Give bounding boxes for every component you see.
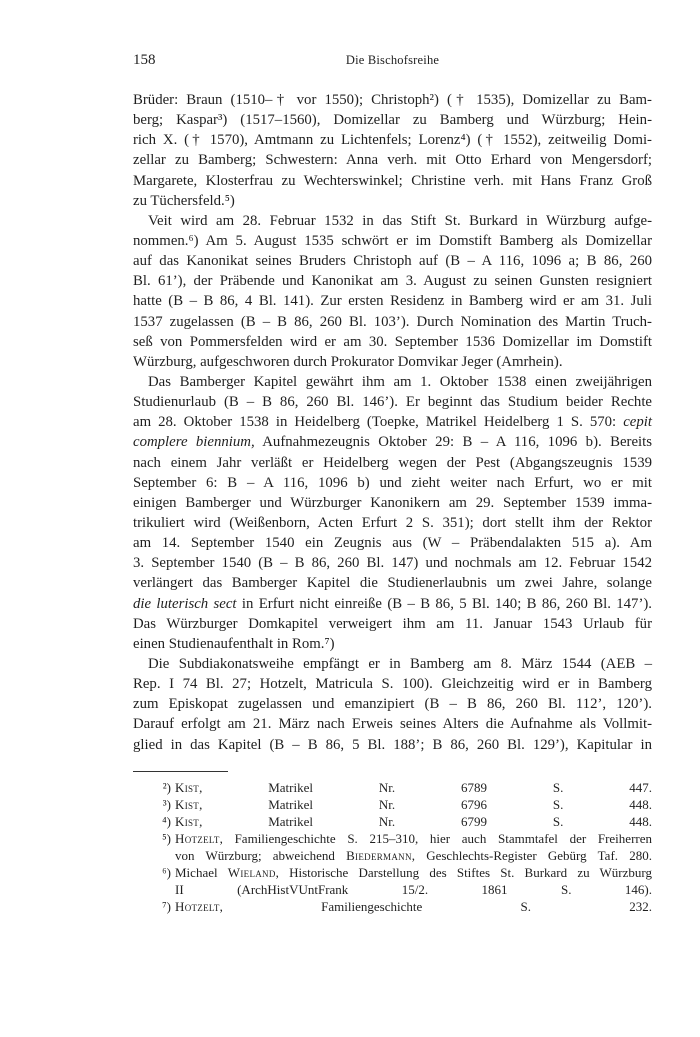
text-line [133,392,652,412]
paragraph-admission [133,211,652,372]
text-line [133,493,652,513]
author-name-small-caps: Hotzelt [175,831,220,846]
text-line [133,130,652,150]
text-run: Die Subdiakonatsweihe empfängt er in Bamberg am 8. März 1544 (AEB – [148,655,652,672]
text-line [133,453,652,473]
text-run: 1537 zugelassen (B – B 86, 260 Bl. 103’). Durch Nomination des Martin Truch- [133,313,652,330]
text-line [133,654,652,674]
text-line [133,594,652,614]
paragraph-studies [133,372,652,654]
italic-quotation: cepit [623,414,652,431]
text-run: Studienurlaub (B – B 86, 260 Bl. 146’). Er beginnt das Studium beider Rechte [133,394,652,411]
running-title: Die Bischofsreihe [345,53,440,67]
text-line [175,881,652,898]
text-line [133,513,652,533]
text-run: einigen Bamberger und Würzburger Kanonikern am 29. September 1539 imma- [133,494,652,511]
text-line [133,714,652,734]
footnote-5 [133,830,652,864]
text-line [133,432,652,452]
text-run: September 6: B – A 116, 1096 b) und zieht weiter nach Erfurt, wo er mit [133,474,652,491]
paragraph-ordination [133,654,652,755]
author-name-small-caps: Kist [175,814,200,829]
text-line [175,796,652,813]
footnote-2 [133,779,652,796]
text-run: am 28. Oktober 1538 in Heidelberg (Toepke, Matrikel Heidelberg 1 S. 570: [133,414,624,431]
text-run: von Würzburg; abweichend [175,848,347,863]
text-run: Brüder: Braun (1510–† vor 1550); Christoph²) († 1535), Domizellar zu Bam- [133,92,652,108]
text-run: Veit wird am 28. Februar 1532 in das Stift St. Burkard in Würzburg aufge- [148,212,652,229]
text-run: trikuliert wird (Weißenborn, Acten Erfurt 2 S. 351); dort stellt ihm der Rektor [133,514,652,531]
text-run: , Familiengeschichte S. 232. [219,899,652,914]
text-run: glied in das Kapitel (B – B 86, 5 Bl. 188’; B 86, 260 Bl. 129’), Kapitular in [133,736,652,753]
footnote-marker: ²) [162,780,171,795]
author-name-small-caps: Kist [175,780,200,795]
text-line [133,573,652,593]
text-run: berg; Kaspar³) (1517–1560), Domizellar zu Bamberg und Würzburg; Hein- [133,112,652,129]
text-run: , Historische Darstellung des Stiftes St. Burkard zu Würzburg [275,865,652,880]
text-run: Margarete, Klosterfrau zu Wechterswinkel; Christine verh. mit Hans Franz Groß [133,172,652,189]
footnote-marker: ⁴) [162,814,171,829]
footnote-text [175,796,652,813]
text-line [133,553,652,573]
text-line [133,90,652,110]
text-run: , Geschlechts-Register Gebürg Taf. 280. [411,848,652,863]
footnote-text [175,864,652,898]
text-run: hatte (B – B 86, 4 Bl. 141). Zur ersten Residenz in Bamberg wird er am 31. Juli [133,293,652,310]
footnote-6 [133,864,652,898]
footnote-marker: ³) [162,797,171,812]
text-line [133,251,652,271]
text-run: rich X. († 1570), Amtmann zu Lichtenfels; Lorenz⁴) († 1552), zeitweilig Domi- [133,132,652,149]
text-line [133,171,652,191]
text-run: Würzburg, aufgeschworen durch Prokurator Domvikar Jeger (Amrhein). [133,353,563,370]
text-line [175,830,652,847]
italic-quotation: die luterisch sect [133,595,237,612]
body-text [133,90,652,755]
footnote-text [175,830,652,864]
footnote-text [175,779,652,796]
footnote-4 [133,813,652,830]
author-name-small-caps: Hotzelt [175,899,220,914]
text-run: Das Bamberger Kapitel gewährt ihm am 1. Oktober 1538 einen zweijährigen [148,373,652,390]
italic-quotation: complere biennium, [133,434,255,451]
text-line [175,847,652,864]
text-run: zu Tüchersfeld.⁵) [133,192,235,209]
text-line [175,813,652,830]
text-line [133,191,652,211]
text-line [175,898,652,915]
text-line [133,332,652,352]
paragraph-siblings [133,90,652,211]
text-run: Rep. I 74 Bl. 27; Hotzelt, Matricula S. 100). Gleichzeitig wird er in Bamberg [133,676,652,693]
footnote-marker: ⁵) [162,831,171,846]
text-run: nommen.⁶) Am 5. August 1535 schwört er im Domstift Bamberg als Domizellar [133,232,652,249]
text-run: II (ArchHistVUntFrank 15/2. 1861 S. 146). [175,882,652,897]
text-line [175,864,652,881]
text-run: verlängert das Bamberger Kapitel die Studienerlaubnis um zwei Jahre, solange [133,575,652,592]
text-run: am 14. September 1540 ein Zeugnis aus (W – Präbendalakten 515 a). Am [133,535,652,552]
footnote-text [175,813,652,830]
text-run: in Erfurt nicht einreiße (B – B 86, 5 Bl. 140; B 86, 260 Bl. 147’). [236,595,652,612]
text-line [175,779,652,796]
footnote-rule [133,771,228,772]
text-line [133,412,652,432]
text-run: nach einem Jahr verläßt er Heidelberg wegen der Pest (Abgangszeugnis 1539 [133,454,652,471]
author-name-small-caps: Biedermann [346,848,412,863]
text-run: Das Würzburger Domkapitel verweigert ihm am 11. Januar 1543 Urlaub für [133,615,652,632]
text-line [133,674,652,694]
footnote-3 [133,796,652,813]
text-line [133,352,652,372]
text-run: Bl. 61’), der Präbende und Kanonikat am 3. August zu seinen Gunsten resigniert [133,273,652,290]
text-line [133,473,652,493]
footnotes [133,779,652,915]
text-run: auf das Kanonikat seines Bruders Christoph auf (B – A 116, 1096 a; B 86, 260 [133,253,652,270]
text-run: einen Studienaufenthalt in Rom.⁷) [133,635,335,652]
text-line [133,231,652,251]
text-run: Aufnahmezeugnis Oktober 29: B – A 116, 1096 b). Bereits [254,434,652,451]
footnote-7 [133,898,652,915]
text-line [133,694,652,714]
text-run: 3. September 1540 (B – B 86, 260 Bl. 147) und nochmals am 12. Februar 1542 [133,555,652,572]
text-line [133,110,652,130]
text-run: Darauf erfolgt am 21. März nach Erweis seines Alters die Aufnahme als Vollmit- [133,716,652,733]
running-header [133,50,652,70]
text-run: , Matrikel Nr. 6799 S. 448. [199,814,652,829]
text-line [133,634,652,654]
text-line [133,150,652,170]
author-name-small-caps: Kist [175,797,200,812]
text-line [133,533,652,553]
text-run: seß von Pommersfelden wird er am 30. September 1536 Domizellar im Domstift [133,333,652,350]
text-line [133,291,652,311]
footnote-marker: ⁷) [162,899,171,914]
footnote-text [175,898,652,915]
text-line [133,372,652,392]
author-name-small-caps: Wieland [227,865,276,880]
text-line [133,735,652,755]
text-line [133,271,652,291]
text-run: zellar zu Bamberg; Schwestern: Anna verh. mit Otto Erhard von Mengersdorf; [133,152,652,169]
text-run: zum Episkopat zugelassen und emanzipiert (B – B 86, 260 Bl. 112’, 120’). [133,696,652,713]
text-run: , Familiengeschichte S. 215–310, hier auch Stammtafel der Freiherren [219,831,652,846]
text-line [133,312,652,332]
text-line [133,211,652,231]
text-line [133,614,652,634]
text-run: Michael [175,865,228,880]
footnote-marker: ⁶) [162,865,171,880]
page-number: 158 [133,52,156,68]
text-run: , Matrikel Nr. 6796 S. 448. [199,797,652,812]
text-run: , Matrikel Nr. 6789 S. 447. [199,780,652,795]
